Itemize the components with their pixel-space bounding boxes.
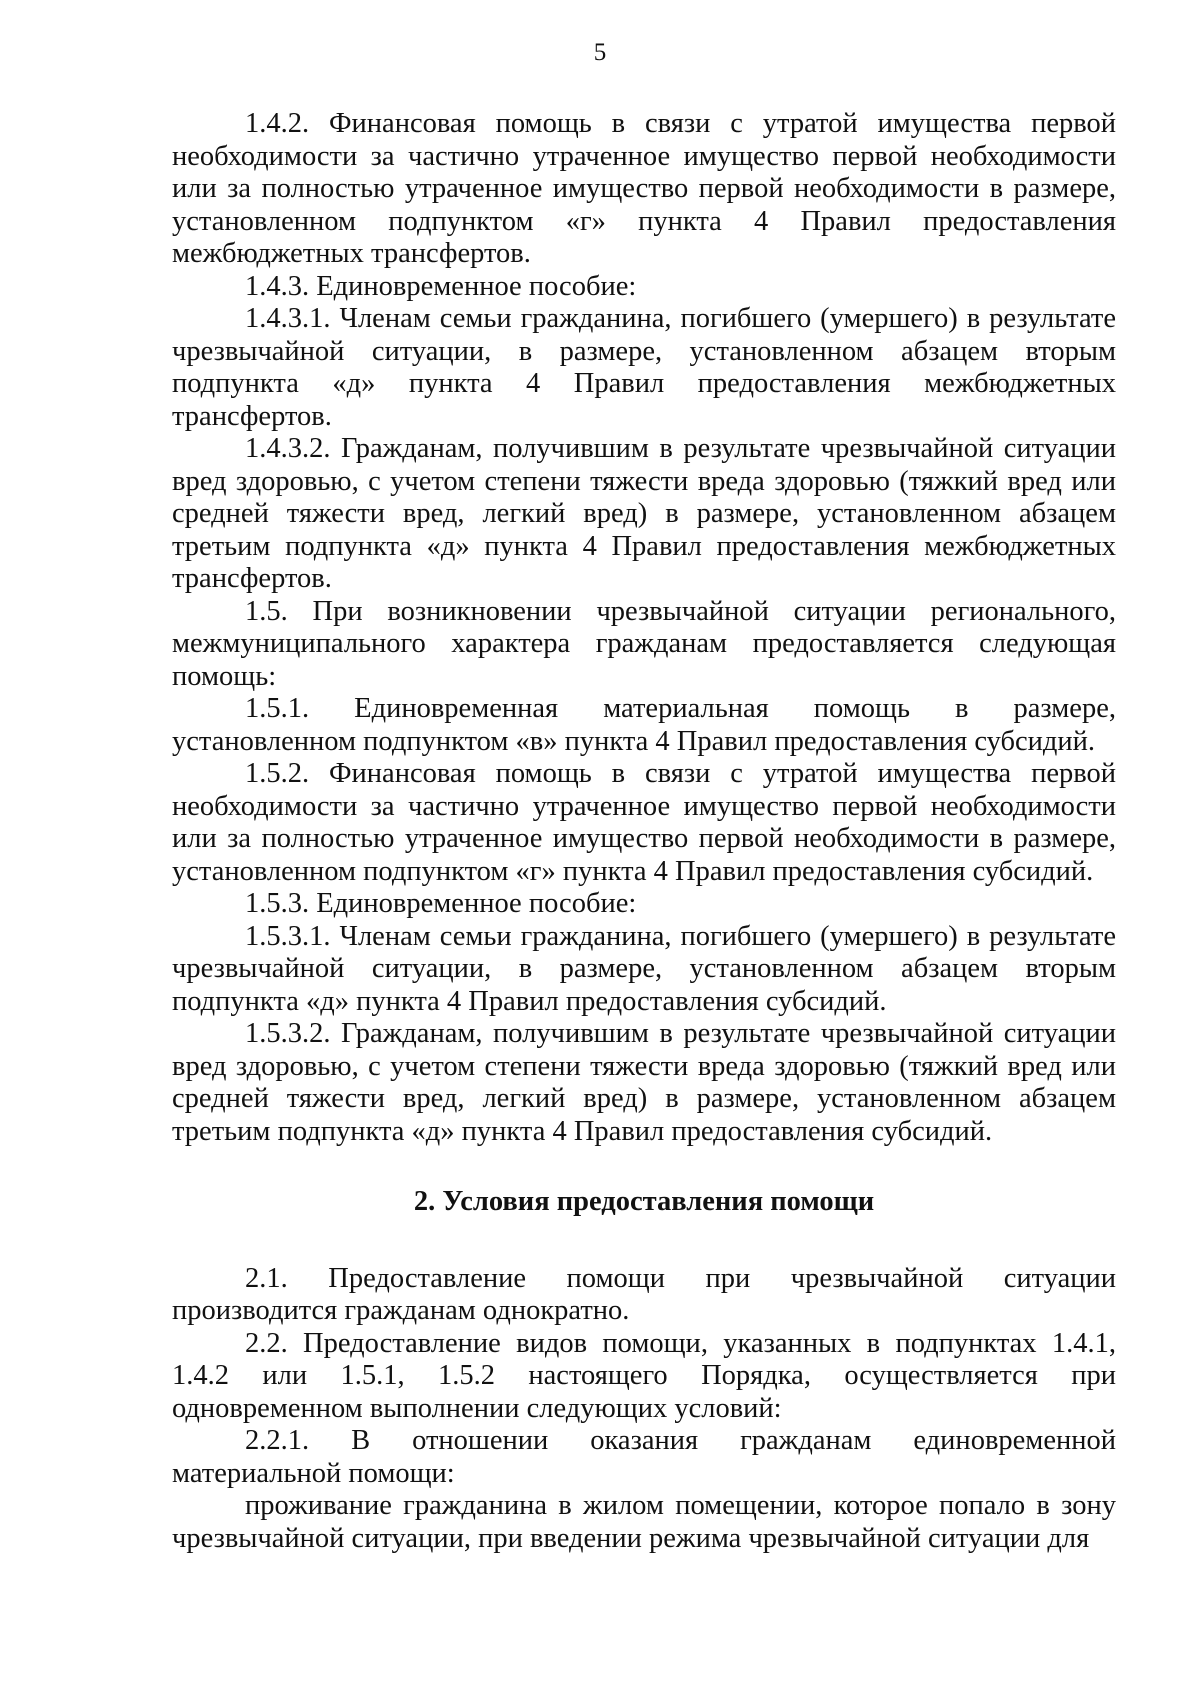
section-heading: 2. Условия предоставления помощи: [413, 1186, 875, 1217]
paragraph-1-5-2: 1.5.2. Финансовая помощь в связи с утратой имущества первой необходимости за частично утраченное имущество первой необходимости или за полностью утраченное имущество первой необходимости в размере, установленном подпунктом «г» пункта 4 Правил предоставления субсидий.: [172, 758, 1116, 887]
paragraph-2-2: 2.2. Предоставление видов помощи, указанных в подпунктах 1.4.1, 1.4.2 или 1.5.1, 1.5.2 настоящего Порядка, осуществляется при одновременном выполнении следующих условий:: [172, 1327, 1116, 1424]
paragraph-1-4-3-2: 1.4.3.2. Гражданам, получившим в результате чрезвычайной ситуации вред здоровью, с учетом степени тяжести вреда здоровью (тяжкий вред или средней тяжести вред, легкий вред) в размере, установленном абзацем третьим подпункта «д» пункта 4 Правил предоставления межбюджетных трансфертов.: [172, 433, 1116, 594]
document-body: [172, 108, 1116, 1555]
paragraph-condition: проживание гражданина в жилом помещении, которое попало в зону чрезвычайной ситуации, при введении режима чрезвычайной ситуации для: [172, 1490, 1116, 1554]
paragraph-2-2-1: 2.2.1. В отношении оказания гражданам единовременной материальной помощи:: [172, 1425, 1116, 1489]
paragraph-1-5-3-1: 1.5.3.1. Членам семьи гражданина, погибшего (умершего) в результате чрезвычайной ситуации, в размере, установленном абзацем вторым подпункта «д» пункта 4 Правил предоставления субсидий.: [172, 920, 1116, 1017]
paragraph-1-5-3: 1.5.3. Единовременное пособие:: [245, 888, 637, 919]
paragraph-1-4-3: 1.4.3. Единовременное пособие:: [245, 270, 637, 302]
paragraph-2-1: 2.1. Предоставление помощи при чрезвычайной ситуации производится гражданам однократно.: [172, 1262, 1116, 1326]
paragraph-1-5-1: 1.5.1. Единовременная материальная помощь в размере, установленном подпунктом «в» пункта 4 Правил предоставления субсидий.: [172, 693, 1116, 757]
page-number: 5: [593, 39, 607, 66]
paragraph-1-4-3-1: 1.4.3.1. Членам семьи гражданина, погибшего (умершего) в результате чрезвычайной ситуации, в размере, установленном абзацем вторым подпункта «д» пункта 4 Правил предоставления межбюджетных трансфертов.: [172, 303, 1116, 432]
paragraph-1-5: 1.5. При возникновении чрезвычайной ситуации регионального, межмуниципального характера гражданам предоставляется следующая помощь:: [172, 595, 1116, 692]
paragraph-1-5-3-2: 1.5.3.2. Гражданам, получившим в результате чрезвычайной ситуации вред здоровью, с учетом степени тяжести вреда здоровью (тяжкий вред или средней тяжести вред, легкий вред) в размере, установленном абзацем третьим подпункта «д» пункта 4 Правил предоставления субсидий.: [172, 1018, 1116, 1147]
paragraph-1-4-2: 1.4.2. Финансовая помощь в связи с утратой имущества первой необходимости за частично утраченное имущество первой необходимости или за полностью утраченное имущество первой необходимости в размере, установленном подпунктом «г» пункта 4 Правил предоставления межбюджетных трансфертов.: [172, 108, 1116, 269]
